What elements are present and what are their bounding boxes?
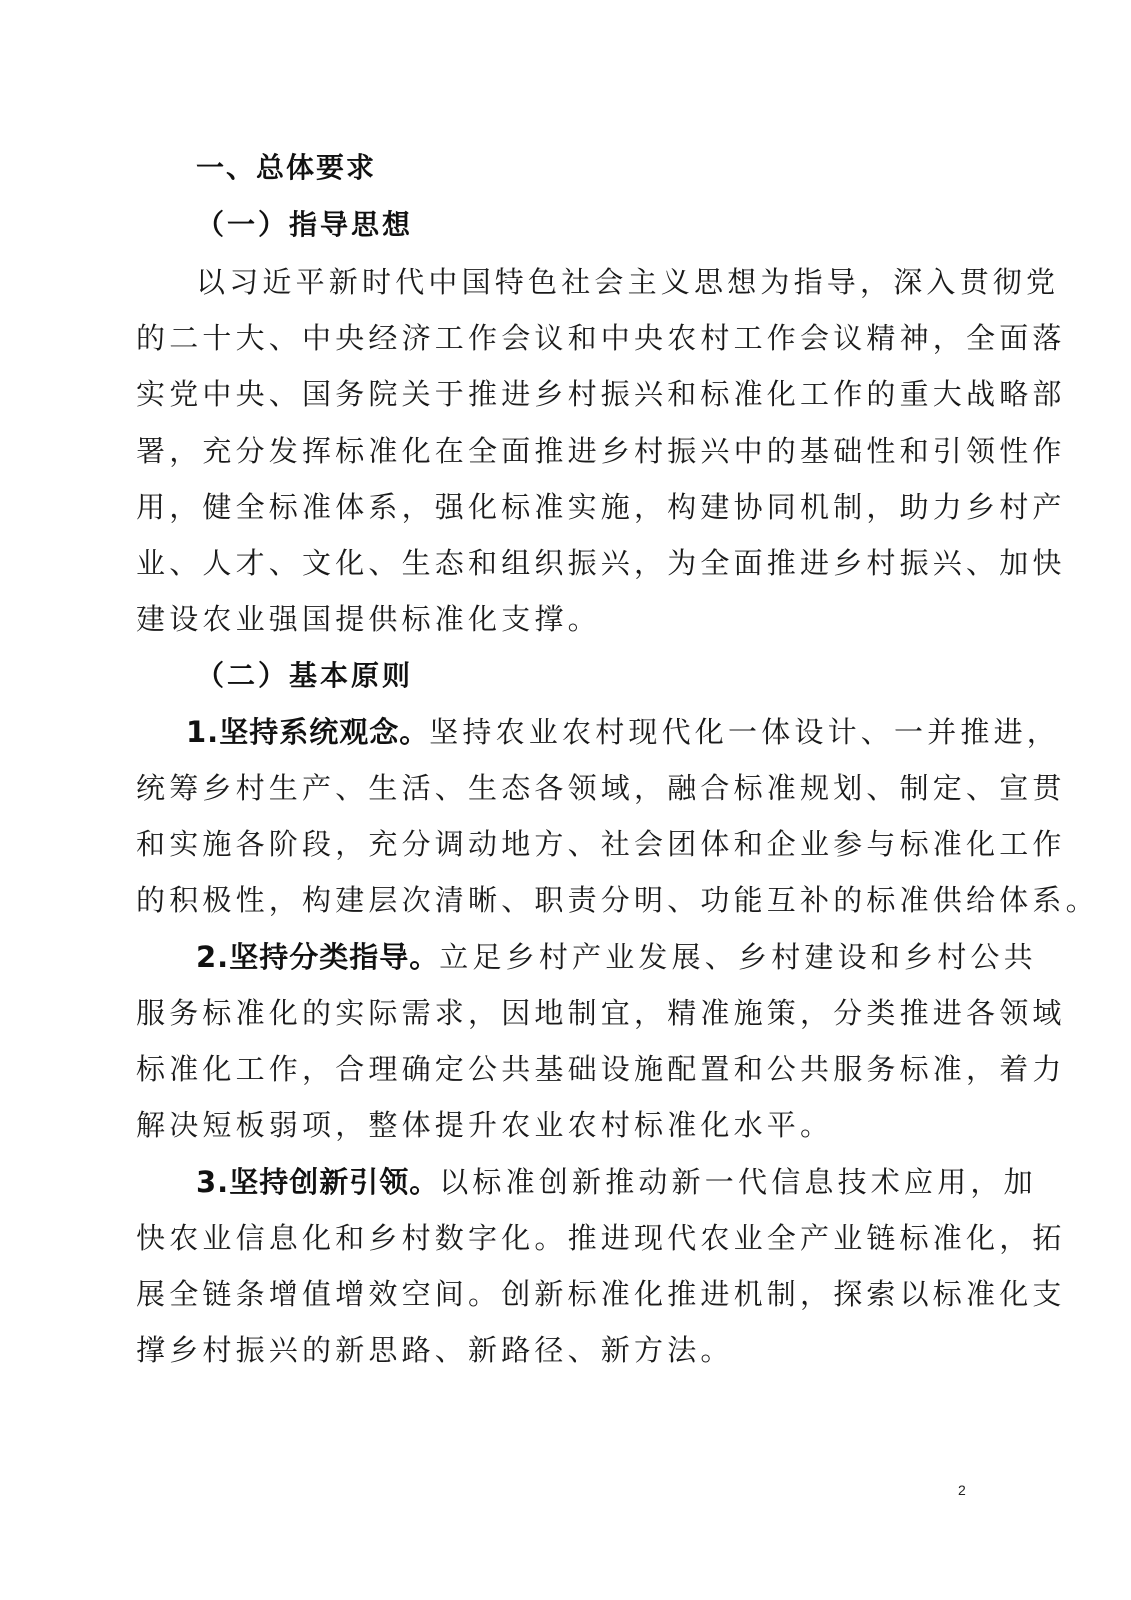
paragraph-line: 统筹乡村生产、生活、生态各领域，融合标准规划、制定、宣贯 [136, 771, 1066, 805]
paragraph-line: 撑乡村振兴的新思路、新路径、新方法。 [136, 1333, 734, 1367]
paragraph-line: 的二十大、中央经济工作会议和中央农村工作会议精神，全面落 [136, 321, 1066, 355]
paragraph-line: 和实施各阶段，充分调动地方、社会团体和企业参与标准化工作 [136, 827, 1066, 861]
principle-2-title: 2.坚持分类指导。 [196, 940, 440, 974]
paragraph-line: 实党中央、国务院关于推进乡村振兴和标准化工作的重大战略部 [136, 377, 1066, 411]
paragraph-line: 标准化工作，合理确定公共基础设施配置和公共服务标准，着力 [136, 1052, 1066, 1086]
page-number: 2 [958, 1482, 966, 1498]
paragraph-line: 解决短板弱项，整体提升农业农村标准化水平。 [136, 1108, 834, 1142]
section-heading: 一、总体要求 [196, 151, 377, 184]
subsection-heading-basic-principles: （二）基本原则 [196, 659, 414, 692]
principle-1-title: 1.坚持系统观念。 [186, 715, 430, 749]
paragraph-line: 快农业信息化和乡村数字化。推进现代农业全产业链标准化，拓 [136, 1221, 1066, 1255]
principle-2-text: 立足乡村产业发展、乡村建设和乡村公共 [439, 940, 1037, 974]
paragraph-line: 以习近平新时代中国特色社会主义思想为指导，深入贯彻党 [196, 265, 1060, 299]
principle-3-title: 3.坚持创新引领。 [196, 1165, 440, 1199]
subsection-heading-guiding-ideology: （一）指导思想 [196, 208, 414, 241]
paragraph-line: 服务标准化的实际需求，因地制宜，精准施策，分类推进各领域 [136, 996, 1066, 1030]
paragraph-line: 展全链条增值增效空间。创新标准化推进机制，探索以标准化支 [136, 1277, 1066, 1311]
principle-1-first-line [186, 712, 1061, 752]
paragraph-line: 建设农业强国提供标准化支撑。 [136, 602, 601, 636]
principle-2-first-line [196, 937, 1046, 977]
principle-3-text: 以标准创新推动新一代信息技术应用，加 [439, 1165, 1037, 1199]
paragraph-line: 署，充分发挥标准化在全面推进乡村振兴中的基础性和引领性作 [136, 434, 1066, 468]
paragraph-line: 用，健全标准体系，强化标准实施，构建协同机制，助力乡村产 [136, 490, 1066, 524]
principle-1-text: 坚持农业农村现代化一体设计、一并推进， [429, 715, 1061, 749]
principle-3-first-line [196, 1162, 1046, 1202]
paragraph-line: 业、人才、文化、生态和组织振兴，为全面推进乡村振兴、加快 [136, 546, 1066, 580]
paragraph-line: 的积极性，构建层次清晰、职责分明、功能互补的标准供给体系。 [136, 883, 1099, 917]
